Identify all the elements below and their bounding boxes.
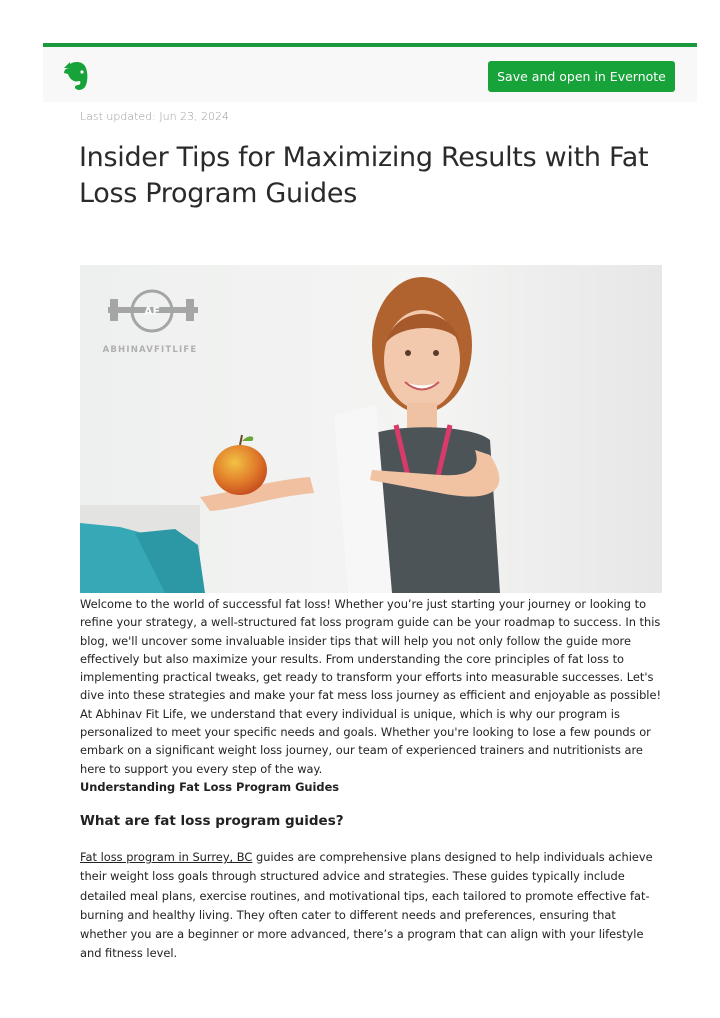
watermark-badge: AF [143, 305, 161, 318]
page-title: Insider Tips for Maximizing Results with Fat Loss Program Guides [79, 142, 649, 209]
section-label: Understanding Fat Loss Program Guides [80, 779, 340, 794]
third-paragraph [80, 848, 665, 964]
second-paragraph: At Abhinav Fit Life, we understand that every individual is unique, which is why our program is personalized to meet your specific needs and goals. Whether you're looking to lose a few pounds or embark on a significant weight loss journey, our team of experienced trainers and nutritionists are here to support you every step of the way. [80, 706, 651, 776]
program-link[interactable]: Fat loss program in Surrey, BC [80, 850, 253, 864]
article-body [80, 595, 665, 796]
watermark-brand: ABHINAVFITLIFE [102, 345, 198, 355]
intro-paragraph: Welcome to the world of successful fat loss! Whether you’re just starting your journey or looking to refine your strategy, a well-structured fat loss program guide can be your roadmap to success. In this blog, we'll uncover some invaluable insider tips that will help you not only follow the guide more effectively but also maximize your results. From understanding the core principles of fat loss to implementing practical tweaks, get ready to transform your efforts into measurable successes. Let's dive into these strategies and make your fat mess loss journey as efficient and enjoyable as possible! [80, 597, 662, 703]
evernote-elephant-icon[interactable] [62, 60, 90, 92]
last-updated: Last updated: Jun 23, 2024 [80, 110, 230, 123]
save-to-evernote-button[interactable]: Save and open in Evernote [488, 61, 675, 92]
section-heading: What are fat loss program guides? [80, 813, 344, 829]
hero-image [80, 265, 662, 593]
third-paragraph-text: guides are comprehensive plans designed to help individuals achieve their weight loss goals through structured advice and strategies. These guides typically include detailed meal plans, exercise routines, and motivational tips, each tailored to promote effective fat-burning and healthy living. They often cater to different needs and preferences, ensuring that whether you are a beginner or more advanced, there’s a program that can align with your lifestyle and fitness level. [80, 850, 653, 961]
